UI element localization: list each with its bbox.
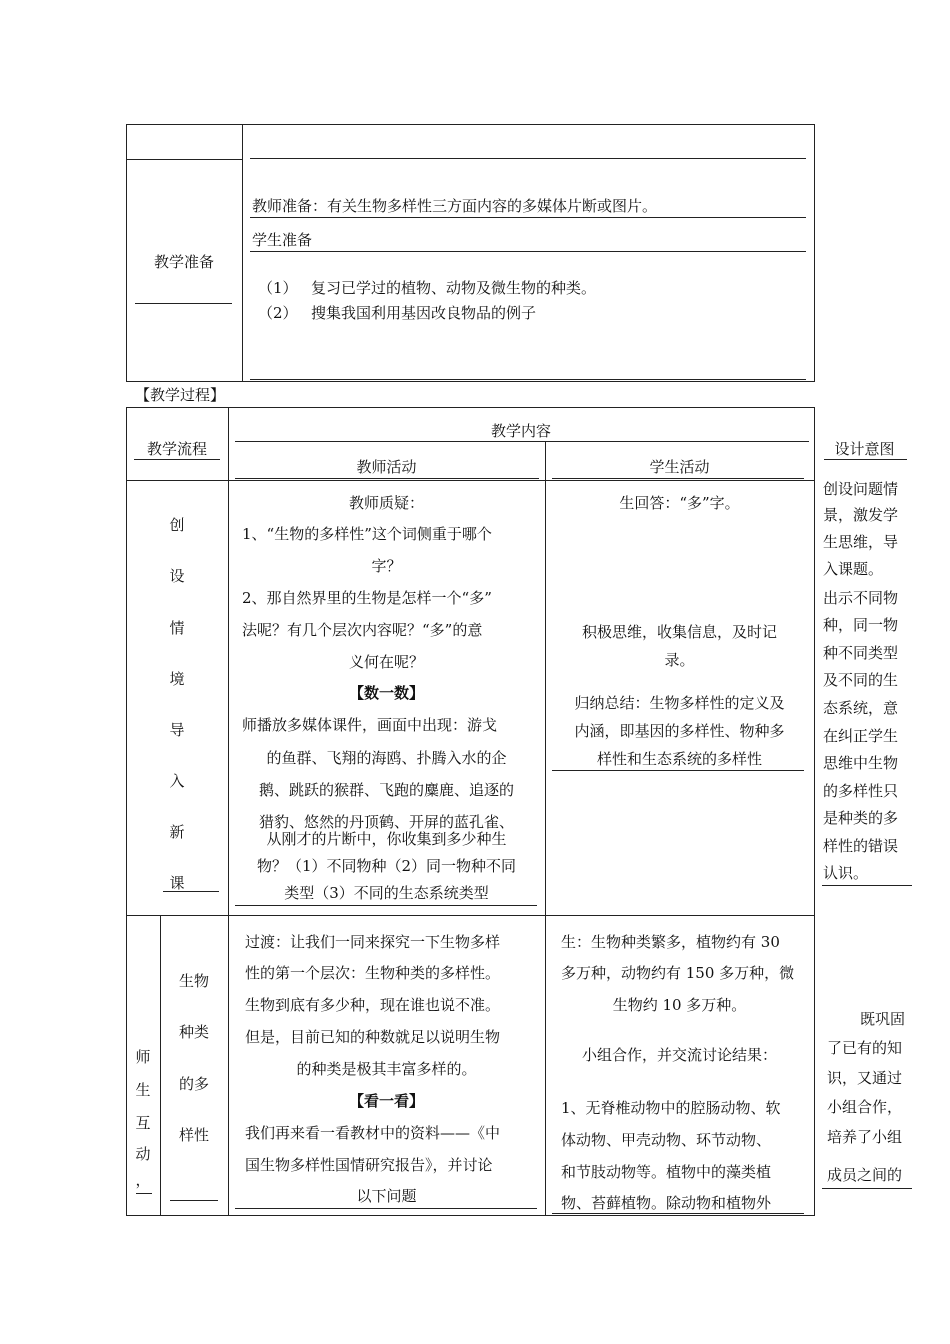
row2-student-line: 生物约 10 多万种。 — [612, 996, 747, 1014]
row1-stage-char: 情 — [169, 619, 185, 637]
row1-teacher-line: 鹅、跳跃的猴群、飞跑的麋鹿、追逐的 — [258, 781, 514, 799]
header-teacher-underline — [235, 478, 539, 479]
row1-teacher-underline — [235, 905, 537, 906]
teacher-prep-text: 教师准备：有关生物多样性三方面内容的多媒体片断或图片。 — [252, 197, 658, 215]
row2-teacher-line: 性的第一个层次：生物种类的多样性。 — [245, 964, 501, 982]
process-table-top-border — [126, 407, 815, 408]
row1-student-summary-line: 归纳总结：生物多样性的定义及 — [574, 694, 785, 712]
row1-stage-char: 入 — [169, 772, 185, 790]
header-teacher: 教师活动 — [356, 458, 417, 476]
row1-stage-underline — [163, 891, 219, 892]
row1-intent-line: 的多样性只 — [823, 782, 899, 800]
row2-teacher-line: 以下问题 — [356, 1187, 417, 1205]
header-intent: 设计意图 — [834, 440, 895, 458]
row2-teacher-line: 生物到底有多少种，现在谁也说不准。 — [245, 996, 501, 1014]
row2-intent-line: 成员之间的 — [827, 1166, 903, 1184]
row1-teacher-line: 师播放多媒体课件，画面中出现：游戈 — [242, 716, 498, 734]
row1-intent-line: 景，激发学 — [823, 506, 899, 524]
row1-intent-line: 出示不同物 — [823, 589, 899, 607]
row2-stage-char: 动 — [135, 1145, 151, 1163]
process-table-bottom-border — [126, 1215, 815, 1216]
row1-teacher-line: 2、那自然界里的生物是怎样一个“多” — [242, 589, 492, 607]
row1-intent-line: 认识。 — [823, 864, 869, 882]
prep-table-top-border — [126, 124, 815, 125]
row1-stage-char: 创 — [169, 516, 185, 534]
row2-intent-line: 既巩固 — [860, 1010, 906, 1028]
prep-label: 教学准备 — [153, 253, 214, 271]
row1-student-collect-line: 录。 — [664, 651, 695, 669]
row2-stage-underline — [136, 1193, 152, 1194]
row1-stage-char: 设 — [169, 567, 185, 585]
row1-stage-char: 境 — [169, 670, 185, 688]
row2-student-line: 1、无脊椎动物中的腔肠动物、软 — [561, 1099, 781, 1117]
row1-stage-char: 导 — [169, 721, 185, 739]
row1-intent-line: 生思维，导 — [823, 533, 899, 551]
row2-sub-stage-line: 种类 — [178, 1023, 209, 1041]
header-student: 学生活动 — [649, 458, 710, 476]
prep-label-underline — [135, 303, 232, 304]
student-prep-item-2-num: （2） — [258, 304, 298, 322]
row1-intent-line: 入课题。 — [823, 560, 884, 578]
row1-intent-line: 种，同一物 — [823, 616, 899, 634]
row2-student-group: 小组合作，并交流讨论结果： — [581, 1046, 777, 1064]
row1-teacher-line: 从刚才的片断中，你收集到多少种生 — [266, 830, 507, 848]
header-content: 教学内容 — [490, 422, 551, 440]
row2-teacher-line: 国生物多样性国情研究报告》，并讨论 — [245, 1156, 493, 1174]
row2-sub-stage-line: 生物 — [178, 972, 209, 990]
row2-stage-char: 互 — [135, 1114, 151, 1132]
row1-intent-line: 创设问题情 — [823, 480, 899, 498]
row2-teacher-line: 过渡：让我们一同来探究一下生物多样 — [245, 933, 501, 951]
process-table-left-border — [126, 407, 127, 1216]
row2-student-line: 物、苔藓植物。除动物和植物外 — [561, 1194, 772, 1212]
process-row2-stage-divider — [160, 915, 161, 1215]
prep-rule-2 — [250, 217, 806, 218]
row1-intent-line: 是种类的多 — [823, 809, 899, 827]
row1-intent-line: 态系统，意 — [823, 699, 899, 717]
row2-intent-line: 了已有的知 — [827, 1039, 903, 1057]
header-flow-underline — [134, 459, 220, 460]
row1-student-underline — [552, 770, 804, 771]
row1-teacher-line: 猎豹、悠然的丹顶鹤、开屏的蓝孔雀、 — [258, 813, 514, 831]
row2-student-line: 多万种，动物约有 150 多万种，微 — [561, 964, 795, 982]
row1-teacher-line: 义何在呢？ — [348, 653, 424, 671]
prep-rule-3 — [250, 251, 806, 252]
prep-table-col-divider — [242, 124, 243, 382]
row2-sub-stage-line: 的多 — [178, 1075, 209, 1093]
row2-teacher-line: 的种类是极其丰富多样的。 — [296, 1060, 477, 1078]
row2-intent-line: 小组合作， — [827, 1098, 903, 1116]
row2-teacher-line: 但是，目前已知的种数就足以说明生物 — [245, 1028, 501, 1046]
row1-stage-char: 新 — [169, 823, 185, 841]
student-prep-title: 学生准备 — [252, 231, 313, 249]
row2-student-underline — [552, 1213, 804, 1214]
prep-table-bottom-border — [126, 381, 815, 382]
row1-teacher-line: 类型（3）不同的生态系统类型 — [284, 884, 489, 902]
row1-teacher-line: 字？ — [371, 557, 402, 575]
row2-sub-stage-underline — [170, 1200, 218, 1201]
row1-student-summary-line: 内涵，即基因的多样性、物种多 — [574, 722, 785, 740]
student-prep-item-1-text: 复习已学过的植物、动物及微生物的种类。 — [311, 279, 597, 297]
prep-table-row-divider — [126, 159, 242, 160]
student-prep-item-2-text: 搜集我国利用基因改良物品的例子 — [311, 304, 537, 322]
process-header-bottom — [126, 480, 815, 481]
row2-teacher-line: 我们再来看一看教材中的资料——《中 — [245, 1124, 501, 1142]
row2-student-line: 体动物、甲壳动物、环节动物、 — [561, 1131, 772, 1149]
row2-student-line: 和节肢动物等。植物中的藻类植 — [561, 1163, 772, 1181]
row1-intent-line: 思维中生物 — [823, 754, 899, 772]
prep-rule-1 — [250, 158, 806, 159]
row2-intent-line: 识，又通过 — [827, 1069, 903, 1087]
row2-stage-char: 生 — [135, 1081, 151, 1099]
student-prep-item-1-num: （1） — [258, 279, 298, 297]
row1-student-collect-line: 积极思维，收集信息，及时记 — [581, 623, 777, 641]
row2-intent-underline — [822, 1188, 912, 1189]
row2-sub-stage-line: 样性 — [178, 1126, 209, 1144]
row1-student-summary-line: 样性和生态系统的多样性 — [596, 750, 762, 768]
row1-teacher-line: 1、“生物的多样性”这个词侧重于哪个 — [242, 525, 492, 543]
row1-intent-line: 及不同的生 — [823, 671, 899, 689]
row1-teacher-line: 教师质疑： — [348, 494, 424, 512]
process-col-divider-2 — [545, 441, 546, 1216]
row2-teacher-line: 【看一看】 — [348, 1092, 424, 1110]
row1-stage-char: 课 — [169, 874, 185, 892]
process-heading: 【教学过程】 — [135, 386, 226, 404]
prep-table-left-border — [126, 124, 127, 382]
header-flow: 教学流程 — [146, 440, 207, 458]
process-table-right-border — [814, 407, 815, 1216]
row2-student-line: 生：生物种类繁多，植物约有 30 — [561, 933, 780, 951]
row1-intent-line: 在纠正学生 — [823, 727, 899, 745]
header-student-underline — [552, 478, 804, 479]
row2-stage-char: ， — [135, 1171, 151, 1189]
row1-teacher-line: 法呢？有几个层次内容呢？“多”的意 — [242, 621, 483, 639]
row1-teacher-line: 物？（1）不同物种（2）同一物种不同 — [256, 857, 517, 875]
row2-teacher-underline — [235, 1208, 537, 1209]
prep-rule-4 — [250, 379, 806, 380]
row1-intent-line: 样性的错误 — [823, 837, 899, 855]
row1-intent-line: 种不同类型 — [823, 644, 899, 662]
row2-stage-char: 师 — [135, 1048, 151, 1066]
row1-intent-underline — [822, 885, 912, 886]
row1-student-answer: 生回答：“多”字。 — [619, 494, 740, 512]
header-intent-underline — [824, 459, 907, 460]
row1-teacher-line: 【数一数】 — [348, 684, 424, 702]
header-content-underline — [235, 441, 809, 442]
prep-table-right-border — [814, 124, 815, 382]
row2-intent-line: 培养了小组 — [827, 1128, 903, 1146]
row1-teacher-line: 的鱼群、飞翔的海鸥、扑腾入水的企 — [266, 749, 507, 767]
process-row1-bottom — [126, 915, 815, 916]
